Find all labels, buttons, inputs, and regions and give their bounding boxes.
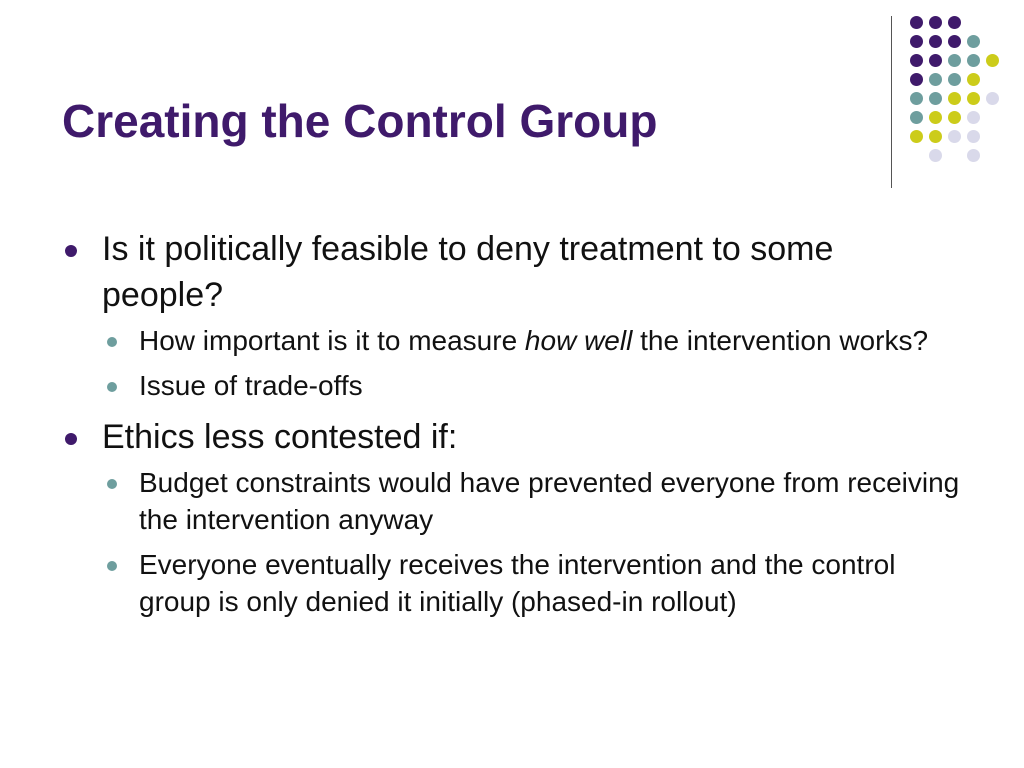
sub-bullet-item <box>102 367 962 404</box>
decorative-dot <box>948 54 961 67</box>
decorative-dot <box>948 35 961 48</box>
sub-bullet-item <box>102 464 962 538</box>
sub-bullet-text-end: the intervention works? <box>632 325 929 356</box>
decorative-dot <box>948 73 961 86</box>
sub-bullet-item <box>102 546 962 620</box>
sub-bullet-dot-icon <box>107 561 117 571</box>
decorative-dot <box>929 92 942 105</box>
bullet-dot-icon <box>65 245 77 257</box>
decorative-dot <box>910 92 923 105</box>
decorative-dot <box>967 92 980 105</box>
bullet-dot-icon <box>65 433 77 445</box>
decorative-dot <box>967 149 980 162</box>
decorative-dot <box>910 111 923 124</box>
decorative-dot <box>948 92 961 105</box>
decorative-dot <box>948 111 961 124</box>
sub-bullet-item <box>102 322 962 359</box>
decorative-dot <box>929 35 942 48</box>
decorative-dot <box>967 35 980 48</box>
slide-body <box>62 226 962 620</box>
bullet-text: Is it politically feasible to deny treatment to some people? <box>102 230 834 314</box>
decorative-dot <box>948 16 961 29</box>
decorative-dot <box>929 54 942 67</box>
decorative-dot <box>910 16 923 29</box>
decorative-dot <box>986 92 999 105</box>
sub-bullet-dot-icon <box>107 479 117 489</box>
decorative-dot <box>910 35 923 48</box>
sub-bullet-text-start: How important is it to measure <box>139 325 525 356</box>
decorative-dot <box>967 130 980 143</box>
decorative-dot <box>929 73 942 86</box>
decorative-dot <box>929 149 942 162</box>
decorative-dot <box>929 111 942 124</box>
sub-bullet-text: Everyone eventually receives the intervention and the control group is only denied it initially (phased-in rollout) <box>139 549 896 617</box>
bullet-item <box>62 414 962 460</box>
decorative-dot <box>929 16 942 29</box>
sub-bullet-text: Issue of trade-offs <box>139 370 363 401</box>
sub-bullet-text: Budget constraints would have prevented everyone from receiving the intervention anyway <box>139 467 960 535</box>
decorative-dot <box>929 130 942 143</box>
bullet-item <box>62 226 962 318</box>
decorative-dot <box>967 54 980 67</box>
decorative-dot <box>910 73 923 86</box>
sub-bullet-dot-icon <box>107 337 117 347</box>
decorative-dot <box>986 54 999 67</box>
slide-title: Creating the Control Group <box>62 95 658 147</box>
decorative-dot <box>967 111 980 124</box>
bullet-text: Ethics less contested if: <box>102 418 458 456</box>
sub-bullet-emphasis: how well <box>524 325 633 356</box>
sub-bullet-list <box>102 322 962 404</box>
decorative-dot <box>967 73 980 86</box>
title-divider <box>891 16 892 188</box>
decorative-dot-grid <box>902 10 1012 170</box>
decorative-dot <box>910 130 923 143</box>
sub-bullet-list <box>102 464 962 620</box>
decorative-dot <box>948 130 961 143</box>
decorative-dot <box>910 54 923 67</box>
sub-bullet-dot-icon <box>107 382 117 392</box>
